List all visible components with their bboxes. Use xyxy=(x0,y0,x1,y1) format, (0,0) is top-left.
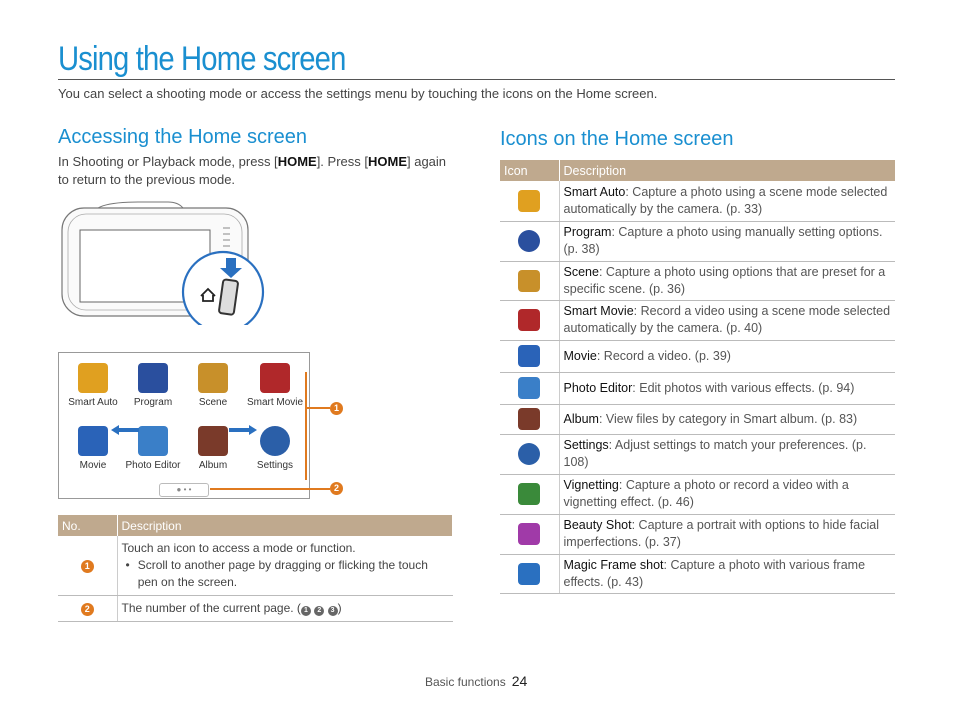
settings-icon xyxy=(518,443,540,465)
table-row: Smart Auto: Capture a photo using a scene mode selected automatically by the camera. (p. 33) xyxy=(500,181,895,221)
table-row xyxy=(58,536,453,596)
drag-arrows-icon xyxy=(109,423,259,437)
page-badge: 3 xyxy=(328,606,338,616)
table-row: Settings: Adjust settings to match your preferences. (p. 108) xyxy=(500,434,895,474)
footer-section: Basic functions xyxy=(425,675,506,689)
row-number-badge: 2 xyxy=(81,603,94,616)
intro-text: You can select a shooting mode or access the settings menu by touching the icons on the Home screen. xyxy=(58,86,658,101)
movie-icon xyxy=(78,426,108,456)
smart-auto-icon xyxy=(518,190,540,212)
scene-icon xyxy=(198,363,228,393)
smart-movie-icon xyxy=(518,309,540,331)
table-row: Album: View files by category in Smart album. (p. 83) xyxy=(500,404,895,434)
icons-table xyxy=(500,160,895,594)
table-row: Magic Frame shot: Capture a photo with various frame effects. (p. 43) xyxy=(500,554,895,593)
title-divider xyxy=(58,79,895,80)
settings-icon xyxy=(260,426,290,456)
album-icon xyxy=(518,408,540,430)
bullet-text: Scroll to another page by dragging or flicking the touch pen on the screen. xyxy=(137,558,428,589)
section-heading-icons: Icons on the Home screen xyxy=(500,128,734,150)
table-row: 2 The number of the current page. ( 1 2 3 ) xyxy=(58,596,453,622)
icon-label: Smart Movie xyxy=(246,397,304,408)
program-icon xyxy=(138,363,168,393)
beauty-shot-icon xyxy=(518,523,540,545)
table-row: Movie: Record a video. (p. 39) xyxy=(500,340,895,372)
vignetting-icon xyxy=(518,483,540,505)
page-number: 24 xyxy=(511,673,528,689)
column-header-no: No. xyxy=(58,515,117,536)
smart-auto-icon xyxy=(78,363,108,393)
page-indicator: ● • • xyxy=(159,483,209,497)
icon-label: Settings xyxy=(256,460,294,471)
page-badge: 2 xyxy=(314,606,324,616)
home-icon-smart-movie[interactable] xyxy=(245,363,305,408)
photo-editor-icon xyxy=(518,377,540,399)
home-key-label: HOME xyxy=(367,154,407,169)
access-instructions: In Shooting or Playback mode, press [HOME]. Press [HOME] again to return to the previous mode. xyxy=(58,154,447,187)
home-button-zoom xyxy=(183,252,263,325)
home-screen-legend-table xyxy=(58,515,453,622)
home-icon-smart-auto[interactable] xyxy=(63,363,123,408)
program-icon xyxy=(518,230,540,252)
icon-label: Program xyxy=(133,397,173,408)
home-icon-scene[interactable] xyxy=(183,363,243,408)
row-description: Touch an icon to access a mode or function. xyxy=(121,541,356,555)
page-badge: 1 xyxy=(301,606,311,616)
movie-icon xyxy=(518,345,540,367)
table-row: Smart Movie: Record a video using a scene mode selected automatically by the camera. (p. 40) xyxy=(500,300,895,340)
page-footer xyxy=(425,673,527,689)
scene-icon xyxy=(518,270,540,292)
row-description: The number of the current page. ( xyxy=(121,601,301,615)
icon-label: Smart Auto xyxy=(68,397,118,408)
icon-label: Movie xyxy=(79,460,107,471)
column-header-description: Description xyxy=(559,160,895,181)
icon-label: Album xyxy=(198,460,228,471)
table-row: Photo Editor: Edit photos with various effects. (p. 94) xyxy=(500,372,895,404)
home-screen-preview xyxy=(58,352,310,499)
table-row: Beauty Shot: Capture a portrait with options to hide facial imperfections. (p. 37) xyxy=(500,514,895,554)
page-title: Using the Home screen xyxy=(58,40,346,78)
section-heading-accessing: Accessing the Home screen xyxy=(58,126,308,148)
column-header-description: Description xyxy=(117,515,453,536)
callout-line-1 xyxy=(305,407,330,409)
home-key-label: HOME xyxy=(277,154,317,169)
icon-label: Scene xyxy=(198,397,228,408)
callout-badge-1: 1 xyxy=(330,402,343,415)
table-row: Program: Capture a photo using manually setting options. (p. 38) xyxy=(500,221,895,261)
magic-frame-icon xyxy=(518,563,540,585)
smart-movie-icon xyxy=(260,363,290,393)
home-icon-program[interactable] xyxy=(123,363,183,408)
camera-illustration xyxy=(58,200,278,325)
row-number-badge: 1 xyxy=(81,560,94,573)
callout-line-2 xyxy=(210,488,330,490)
column-header-icon: Icon xyxy=(500,160,559,181)
bullet: • xyxy=(125,558,130,572)
callout-badge-2: 2 xyxy=(330,482,343,495)
table-row: Vignetting: Capture a photo or record a video with a vignetting effect. (p. 46) xyxy=(500,474,895,514)
icon-label: Photo Editor xyxy=(125,460,181,471)
table-row: Scene: Capture a photo using options that are preset for a specific scene. (p. 36) xyxy=(500,261,895,300)
callout-bracket xyxy=(305,372,307,480)
